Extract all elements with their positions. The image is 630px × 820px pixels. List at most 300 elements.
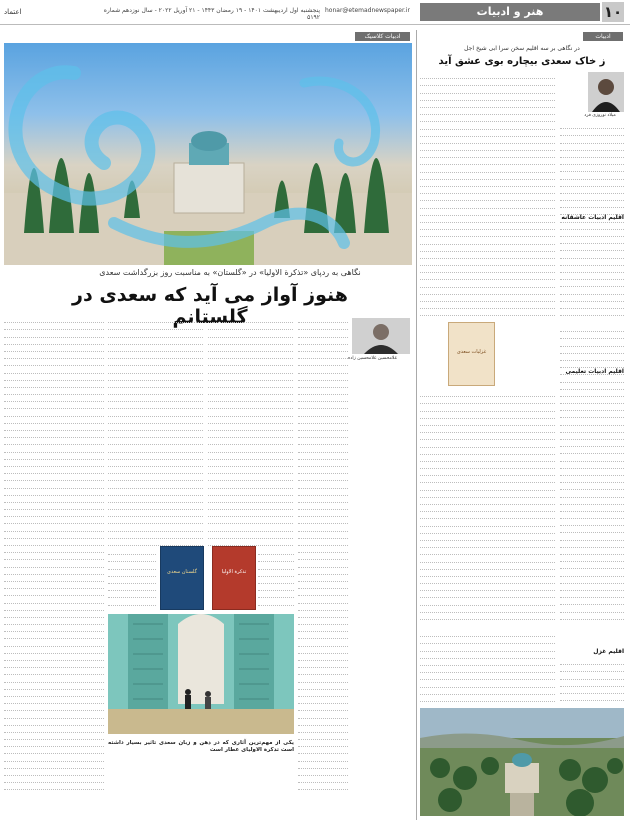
- text-line: [298, 532, 348, 539]
- text-line: [4, 503, 104, 510]
- text-line: [108, 510, 203, 517]
- text-line: [560, 151, 624, 158]
- text-line: [420, 591, 555, 598]
- text-line: [420, 412, 555, 419]
- text-line: [4, 417, 104, 424]
- text-line: [560, 541, 624, 548]
- page-number: ۱۰: [603, 3, 623, 21]
- text-line: [560, 701, 624, 704]
- text-line: [208, 503, 293, 510]
- text-line: [298, 790, 348, 794]
- book-cover-2: [212, 546, 256, 610]
- text-line: [560, 613, 624, 620]
- text-line: [208, 445, 293, 452]
- text-line: [420, 309, 555, 316]
- text-line: [208, 424, 293, 431]
- text-line: [298, 711, 348, 718]
- text-line: [4, 697, 104, 704]
- text-line: [560, 309, 624, 316]
- text-line: [4, 582, 104, 589]
- book-title-1: گلستان سعدی: [167, 569, 197, 575]
- text-line: [560, 672, 624, 679]
- text-line: [560, 383, 624, 390]
- text-line: [298, 647, 348, 654]
- text-line: [298, 632, 348, 639]
- text-line: [560, 680, 624, 687]
- text-line: [4, 625, 104, 632]
- text-line: [4, 438, 104, 445]
- text-line: [420, 144, 555, 151]
- text-line: [208, 381, 293, 388]
- text-line: [108, 503, 203, 510]
- text-line: [560, 454, 624, 461]
- interior-photo: [108, 614, 294, 734]
- author-photo: [352, 318, 410, 354]
- text-line: [298, 690, 348, 697]
- text-line: [420, 462, 555, 469]
- text-line: [108, 388, 203, 395]
- text-line: [560, 339, 624, 346]
- text-line: [420, 563, 555, 570]
- text-line: [420, 404, 555, 411]
- text-line: [420, 230, 555, 237]
- text-line: [560, 483, 624, 490]
- text-line: [420, 666, 555, 673]
- text-line: [108, 338, 203, 345]
- text-line: [420, 505, 555, 512]
- text-line: [208, 532, 293, 539]
- side-intro: در نگاهی بر سه اقلیم سخن سرا ابی شیخ اجل: [464, 45, 580, 52]
- text-line: [4, 431, 104, 438]
- text-line: [298, 445, 348, 452]
- text-line: [108, 598, 156, 605]
- text-line: [108, 532, 203, 539]
- text-line: [108, 395, 203, 402]
- text-line: [298, 697, 348, 704]
- text-line: [420, 201, 555, 208]
- text-line: [208, 431, 293, 438]
- text-line: [298, 359, 348, 366]
- text-line: [560, 512, 624, 519]
- text-line: [108, 591, 156, 598]
- text-line: [298, 704, 348, 711]
- text-line: [420, 108, 555, 115]
- text-line: [560, 165, 624, 172]
- text-line: [258, 606, 294, 613]
- text-line: [108, 481, 203, 488]
- text-line: [298, 352, 348, 359]
- text-line: [4, 776, 104, 783]
- text-line: [298, 323, 348, 330]
- text-line: [298, 546, 348, 553]
- text-line: [4, 445, 104, 452]
- text-line: [420, 72, 555, 79]
- text-line: [4, 402, 104, 409]
- text-line: [560, 280, 624, 287]
- text-line: [420, 237, 555, 244]
- text-line: [108, 570, 156, 577]
- text-line: [560, 144, 624, 151]
- text-line: [208, 359, 293, 366]
- side-headline: ز خاک سعدی بیچاره بوی عشق آید: [438, 56, 606, 67]
- text-line: [420, 158, 555, 165]
- text-line: [560, 519, 624, 526]
- text-line: [560, 533, 624, 540]
- text-line: [4, 560, 104, 567]
- main-column-1: [4, 316, 104, 794]
- text-line: [4, 388, 104, 395]
- side-book-cover: [448, 322, 495, 386]
- text-line: [298, 374, 348, 381]
- text-line: [298, 668, 348, 675]
- text-line: [4, 374, 104, 381]
- text-line: [4, 496, 104, 503]
- text-line: [4, 575, 104, 582]
- text-line: [108, 577, 156, 584]
- main-column-right-books: [258, 548, 294, 612]
- text-line: [420, 223, 555, 230]
- text-line: [4, 553, 104, 560]
- text-line: [560, 440, 624, 447]
- text-line: [298, 726, 348, 733]
- text-line: [560, 476, 624, 483]
- text-line: [560, 230, 624, 237]
- text-line: [298, 474, 348, 481]
- text-line: [560, 598, 624, 605]
- text-line: [298, 438, 348, 445]
- text-line: [4, 517, 104, 524]
- text-line: [4, 790, 104, 794]
- text-line: [4, 589, 104, 596]
- text-line: [258, 577, 294, 584]
- text-line: [420, 512, 555, 519]
- text-line: [560, 620, 624, 625]
- text-line: [298, 517, 348, 524]
- text-line: [208, 524, 293, 531]
- text-line: [560, 287, 624, 294]
- text-line: [108, 474, 203, 481]
- text-line: [560, 187, 624, 194]
- text-line: [420, 555, 555, 562]
- text-line: [420, 519, 555, 526]
- text-line: [420, 101, 555, 108]
- text-line: [258, 555, 294, 562]
- text-line: [4, 668, 104, 675]
- text-line: [298, 625, 348, 632]
- text-line: [108, 345, 203, 352]
- text-line: [4, 381, 104, 388]
- text-line: [420, 637, 555, 644]
- text-line: [298, 661, 348, 668]
- text-line: [4, 719, 104, 726]
- main-column-below-books: [108, 548, 156, 612]
- text-line: [208, 388, 293, 395]
- text-line: [298, 330, 348, 337]
- text-line: [560, 259, 624, 266]
- side-column-right: [560, 122, 624, 322]
- text-line: [108, 548, 156, 555]
- text-line: [420, 541, 555, 548]
- book-title-2: تذکرة الاولیا: [221, 569, 247, 575]
- text-line: [108, 460, 203, 467]
- text-line: [560, 526, 624, 533]
- text-line: [298, 654, 348, 661]
- text-line: [4, 726, 104, 733]
- text-line: [420, 187, 555, 194]
- main-subtitle: نگاهی به ردپای «تذکرة الاولیا» در «گلستان» به مناسبت روز بزرگداشت سعدی: [99, 268, 361, 277]
- text-line: [208, 460, 293, 467]
- text-line: [420, 273, 555, 280]
- text-line: [4, 481, 104, 488]
- text-line: [4, 338, 104, 345]
- text-line: [298, 424, 348, 431]
- text-line: [298, 589, 348, 596]
- text-line: [298, 481, 348, 488]
- text-line: [560, 505, 624, 512]
- text-line: [108, 323, 203, 330]
- text-line: [108, 424, 203, 431]
- text-line: [298, 776, 348, 783]
- text-line: [560, 397, 624, 404]
- text-line: [420, 498, 555, 505]
- text-line: [258, 562, 294, 569]
- text-line: [208, 517, 293, 524]
- text-line: [108, 606, 156, 613]
- text-line: [560, 172, 624, 179]
- text-line: [420, 673, 555, 680]
- text-line: [108, 374, 203, 381]
- text-line: [4, 395, 104, 402]
- text-line: [420, 598, 555, 605]
- text-line: [208, 489, 293, 496]
- text-line: [298, 489, 348, 496]
- text-line: [108, 352, 203, 359]
- text-line: [420, 680, 555, 687]
- text-line: [298, 510, 348, 517]
- text-line: [298, 316, 348, 323]
- text-line: [560, 404, 624, 411]
- text-line: [4, 647, 104, 654]
- text-line: [4, 460, 104, 467]
- text-line: [4, 711, 104, 718]
- text-line: [420, 266, 555, 273]
- text-line: [208, 474, 293, 481]
- text-line: [420, 180, 555, 187]
- text-line: [420, 426, 555, 433]
- text-line: [420, 469, 555, 476]
- text-line: [420, 448, 555, 455]
- text-line: [108, 402, 203, 409]
- text-line: [560, 295, 624, 302]
- text-line: [560, 129, 624, 136]
- text-line: [108, 539, 203, 546]
- text-line: [420, 584, 555, 591]
- email[interactable]: honar@etemadnewspaper.ir: [325, 7, 410, 14]
- text-line: [298, 582, 348, 589]
- text-line: [298, 754, 348, 761]
- text-line: [560, 548, 624, 555]
- side-column-left-top: [420, 72, 555, 322]
- text-line: [560, 411, 624, 418]
- text-line: [560, 122, 624, 129]
- text-line: [298, 381, 348, 388]
- text-line: [258, 548, 294, 555]
- text-line: [208, 496, 293, 503]
- side-column-mid: [420, 390, 555, 625]
- text-line: [4, 366, 104, 373]
- text-line: [560, 658, 624, 665]
- text-line: [420, 173, 555, 180]
- side-book-title: غزلیات سعدی: [456, 349, 487, 355]
- text-line: [420, 455, 555, 462]
- text-line: [258, 591, 294, 598]
- text-line: [560, 194, 624, 201]
- text-line: [4, 604, 104, 611]
- text-line: [298, 395, 348, 402]
- text-line: [4, 690, 104, 697]
- text-line: [298, 503, 348, 510]
- text-line: [258, 598, 294, 605]
- text-line: [4, 661, 104, 668]
- text-line: [560, 201, 624, 208]
- aerial-photo: [420, 708, 624, 816]
- text-line: [4, 733, 104, 740]
- text-line: [420, 433, 555, 440]
- text-line: [208, 409, 293, 416]
- text-line: [560, 462, 624, 469]
- text-line: [108, 330, 203, 337]
- text-line: [298, 366, 348, 373]
- side-kicker: ادبیات: [583, 32, 623, 41]
- text-line: [560, 694, 624, 701]
- text-line: [4, 409, 104, 416]
- book-cover-1: [160, 546, 204, 610]
- text-line: [420, 652, 555, 659]
- text-line: [298, 409, 348, 416]
- text-line: [560, 490, 624, 497]
- text-line: [560, 584, 624, 591]
- text-line: [298, 575, 348, 582]
- text-line: [420, 194, 555, 201]
- text-line: [108, 431, 203, 438]
- text-line: [560, 665, 624, 672]
- text-line: [258, 570, 294, 577]
- text-line: [4, 316, 104, 323]
- text-line: [108, 496, 203, 503]
- text-line: [420, 606, 555, 613]
- text-line: [4, 632, 104, 639]
- text-line: [420, 630, 555, 637]
- text-line: [420, 440, 555, 447]
- text-line: [420, 137, 555, 144]
- text-line: [4, 330, 104, 337]
- text-line: [108, 438, 203, 445]
- text-line: [108, 524, 203, 531]
- text-line: [108, 445, 203, 452]
- text-line: [560, 375, 624, 382]
- text-line: [4, 675, 104, 682]
- tomb-illustration: [4, 43, 412, 265]
- text-line: [4, 740, 104, 747]
- text-line: [108, 517, 203, 524]
- text-line: [420, 151, 555, 158]
- text-line: [208, 417, 293, 424]
- text-line: [298, 496, 348, 503]
- text-line: [108, 366, 203, 373]
- text-line: [108, 584, 156, 591]
- section-title: هنر و ادبیات: [420, 3, 600, 21]
- text-line: [420, 79, 555, 86]
- text-line: [298, 417, 348, 424]
- text-line: [560, 136, 624, 143]
- text-line: [560, 577, 624, 584]
- text-line: [208, 402, 293, 409]
- text-line: [4, 524, 104, 531]
- text-line: [298, 596, 348, 603]
- text-line: [298, 618, 348, 625]
- text-line: [560, 251, 624, 258]
- text-line: [208, 330, 293, 337]
- text-line: [298, 683, 348, 690]
- main-kicker: ادبیات کلاسیک: [355, 32, 410, 41]
- text-line: [4, 510, 104, 517]
- text-line: [420, 390, 555, 397]
- text-line: [298, 719, 348, 726]
- main-column-4: [298, 316, 348, 794]
- text-line: [4, 467, 104, 474]
- text-line: [560, 390, 624, 397]
- text-line: [420, 259, 555, 266]
- text-line: [108, 381, 203, 388]
- text-line: [420, 688, 555, 695]
- text-line: [208, 467, 293, 474]
- text-line: [4, 611, 104, 618]
- text-line: [298, 740, 348, 747]
- text-line: [298, 524, 348, 531]
- text-line: [258, 584, 294, 591]
- text-line: [560, 180, 624, 187]
- text-line: [420, 613, 555, 620]
- text-line: [108, 467, 203, 474]
- text-line: [298, 431, 348, 438]
- text-line: [560, 244, 624, 251]
- text-line: [560, 332, 624, 339]
- text-line: [4, 359, 104, 366]
- text-line: [208, 510, 293, 517]
- text-line: [420, 548, 555, 555]
- side-sub1: اقلیم ادبیات عاشقانه: [561, 214, 624, 221]
- text-line: [560, 316, 624, 322]
- text-line: [420, 288, 555, 295]
- text-line: [420, 209, 555, 216]
- logo: اعتماد: [4, 8, 22, 16]
- text-line: [420, 216, 555, 223]
- text-line: [208, 395, 293, 402]
- date-line: پنجشنبه اول اردیبهشت ۱۴۰۱ - ۱۹ رمضان ۱۴۴۳ - ۲۱ آوریل ۲۰۲۲ - سال نوزدهم شماره ۵۱۹۲: [103, 7, 320, 21]
- text-line: [208, 338, 293, 345]
- text-line: [298, 467, 348, 474]
- text-line: [4, 639, 104, 646]
- text-line: [560, 605, 624, 612]
- text-line: [420, 527, 555, 534]
- text-line: [560, 223, 624, 230]
- text-line: [298, 338, 348, 345]
- text-line: [560, 555, 624, 562]
- text-line: [298, 560, 348, 567]
- text-line: [108, 409, 203, 416]
- text-line: [4, 532, 104, 539]
- text-line: [560, 266, 624, 273]
